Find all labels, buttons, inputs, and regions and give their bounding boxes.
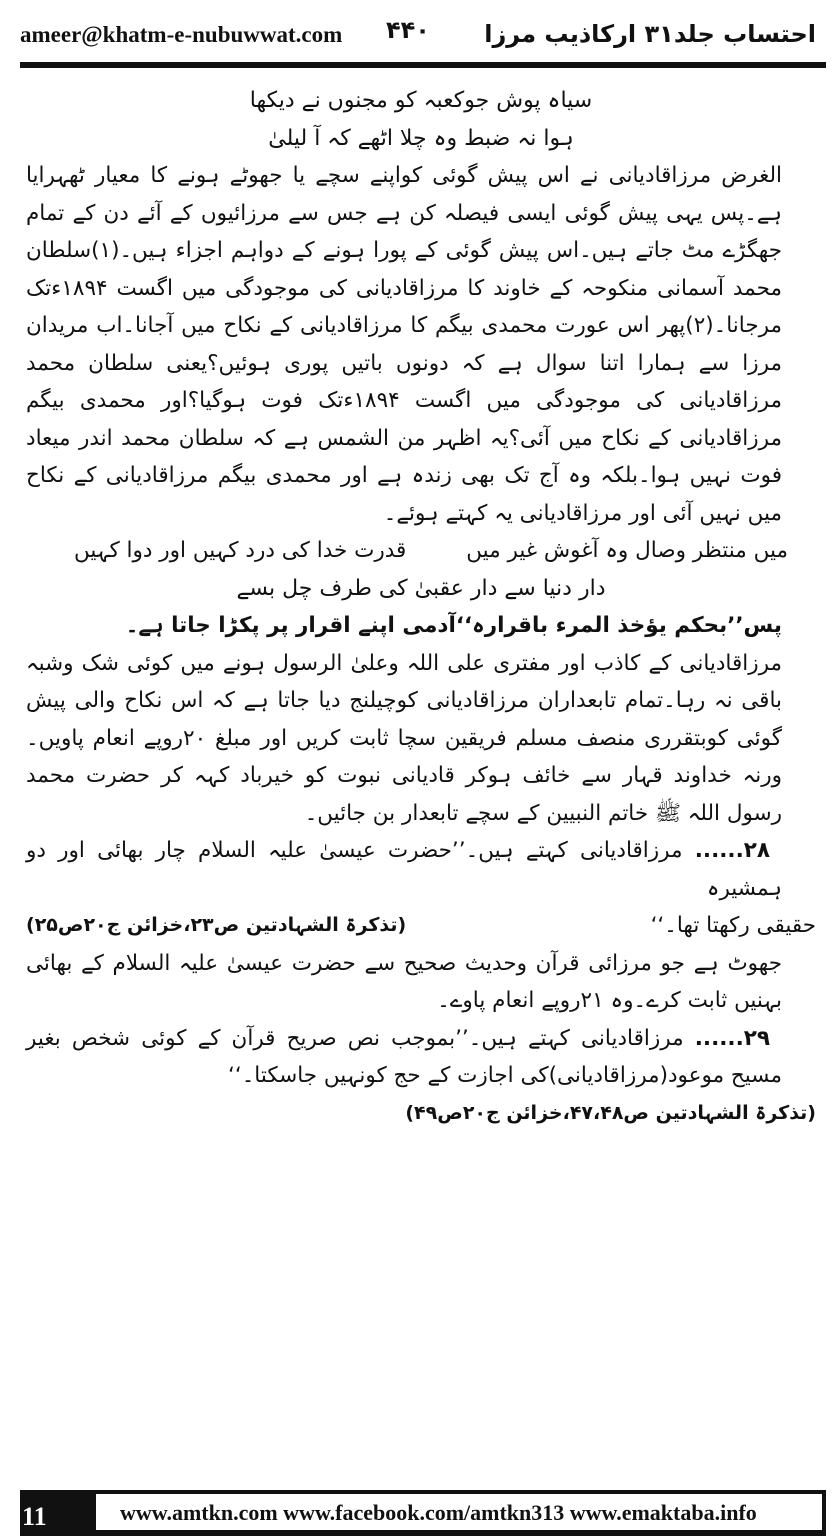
paragraph: مرزاقادیانی کے کاذب اور مفتری علی اللہ وعلیٰ الرسول ہونے میں کوئی شک وشبہ باقی نہ رہا۔تمام تابعداران مرزاقادیانی کوچیلنج دیا جاتا ہے کہ اس نکاح والی پیش گوئی کوبتقرری منصف مسلم فریقین سچا ثابت کریں اور مبلغ ۲۰روپے انعام پاویں۔ورنہ خداوند قہار سے خائف ہوکر قادیانی نبوت کو خیرباد کہہ کر حضرت محمد رسول اللہ ﷺ خاتم النبیین کے سچے تابعدار بن جائیں۔ <box>26 650 782 826</box>
item-number: ۲۹...... <box>694 1025 770 1051</box>
verse-half: میں منتظر وصال وہ آغوش غیر میں <box>466 538 788 563</box>
item-last-line <box>26 907 816 945</box>
list-item <box>26 1020 816 1133</box>
item-quote: مرزاقادیانی کہتے ہیں۔’’حضرت عیسیٰ علیہ السلام چار بھائی اور دو ہمشیرہ <box>26 838 782 901</box>
list-item <box>26 832 816 945</box>
verse-line: دار دنیا سے دار عقبیٰ کی طرف چل بسے <box>236 575 606 601</box>
verse-line: سیاہ پوش جوکعبہ کو مجنوں نے دیکھا <box>249 88 593 113</box>
paragraph: پس’’بحکم یؤخذ المرء باقرارہ‘‘آدمی اپنے اقرار پر پکڑا جاتا ہے۔ <box>125 613 782 638</box>
paragraph: جھوٹ ہے جو مرزائی قرآن وحدیث صحیح سے حضرت عیسیٰ علیہ السلام کے بھائی بہنیں ثابت کرے۔وہ ۲۱روپے انعام پاوے۔ <box>26 950 782 1013</box>
item-quote-end: حقیقی رکھتا تھا۔‘‘ <box>650 913 816 938</box>
page-header <box>20 14 820 58</box>
item-quote: مرزاقادیانی کہتے ہیں۔’’بموجب نص صریح قرآن کے کوئی شخص بغیر مسیح موعود(مرزاقادیانی)کی اجازت کے حج کونہیں جاسکتا۔‘‘ <box>26 1025 782 1088</box>
item-reference: (تذکرۃ الشہادتین ص۲۳،خزائن ج۲۰ص۲۵) <box>26 914 407 936</box>
header-rule <box>20 62 826 68</box>
page-body <box>26 82 816 1442</box>
paragraph: الغرض مرزاقادیانی نے اس پیش گوئی کواپنے سچے یا جھوٹے ہونے کا معیار ٹھہرایا ہے۔پس یہی پیش گوئی ایسی فیصلہ کن ہے جس سے مرزائیوں کے آئے دن کے تمام جھگڑے مٹ جاتے ہیں۔اس پیش گوئی کے پورا ہونے کے دواہم اجزاء ہیں۔(۱)سلطان محمد آسمانی منکوحہ کے خاوند کا مرزاقادیانی کی موجودگی میں اگست ۱۸۹۴ءتک مرجانا۔(۲)پھر اس عورت محمدی بیگم کا مرزاقادیانی کے نکاح میں آجانا۔اب مریدان مرزا سے ہمارا اتنا سوال ہے کہ دونوں باتیں پوری ہوئیں؟یعنی سلطان محمد مرزاقادیانی کی موجودگی میں اگست ۱۸۹۴ءتک فوت ہوگیا؟اور محمدی بیگم مرزاقادیانی کے نکاح میں آئی؟یہ اظہر من الشمس ہے کہ سلطان محمد اندر میعاد فوت نہیں ہوا۔بلکہ وہ آج تک بھی زندہ ہے اور محمدی بیگم مرزاقادیانی کے نکاح میں نہیں آئی اور مرزاقادیانی یہ کہتے ہوئے۔ <box>26 163 782 526</box>
header-page-number: ۴۴۰ <box>386 16 430 44</box>
item-number: ۲۸...... <box>694 838 770 863</box>
item-body <box>26 1020 816 1095</box>
header-email: ameer@khatm-e-nubuwwat.com <box>20 22 343 47</box>
verse-half: قدرت خدا کی درد کہیں اور دوا کہیں <box>74 538 407 563</box>
verse-line: ہوا نہ ضبط وہ چلا اٹھے کہ آ لیلیٰ <box>268 125 574 151</box>
header-book-title: احتساب جلد۳۱ ارکاذیب مرزا <box>484 20 816 48</box>
item-first-line <box>26 832 816 907</box>
verse-couplet <box>26 532 816 570</box>
item-reference: (تذکرۃ الشہادتین ص۴۷،۴۸،خزائن ج۲۰ص۴۹) <box>405 1101 816 1124</box>
footer-links[interactable]: www.amtkn.com www.facebook.com/amtkn313 www.emaktaba.info <box>120 1500 757 1525</box>
footer-page-index: 11 <box>22 1502 47 1531</box>
